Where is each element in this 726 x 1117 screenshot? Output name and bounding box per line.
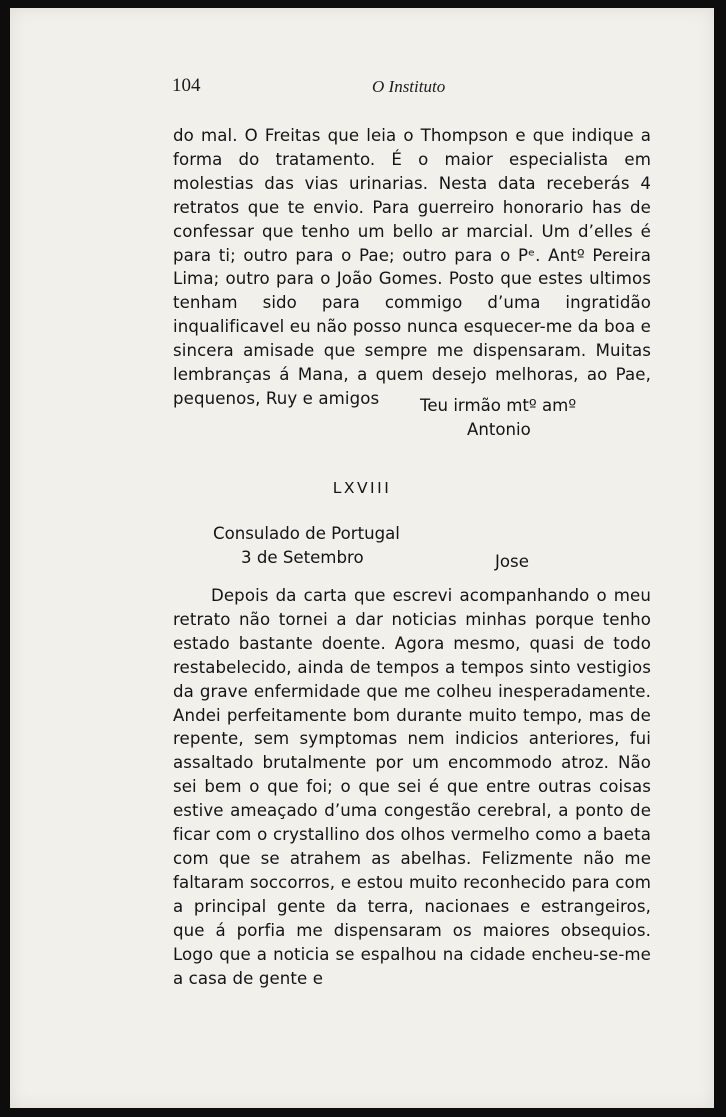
letter-closing bbox=[420, 394, 576, 441]
page-header bbox=[10, 70, 714, 100]
closing-salutation: Teu irmão mtº amº bbox=[420, 396, 577, 415]
book-page bbox=[10, 8, 714, 1108]
letter-date: 3 de Setembro bbox=[241, 548, 364, 567]
letter-place: Consulado de Portugal bbox=[213, 524, 400, 543]
letter-body: Depois da carta que escrevi acompanhando o meu retrato não tornei a dar noticias minhas porque tenho estado bastante doente. Agora mesmo, quasi de todo restabelecido, ainda de tempos a tempos sinto vestigios da grave enfermidade que me colheu inesperadamente. Andei perfeitamente bom durante muito tempo, mas de repente, sem symptomas nem indicios anteriores, fui assaltado brutalmente por um encommodo atroz. Não sei bem o que foi; o que sei é que entre outras coisas estive ameaçado d’uma congestão cerebral, a ponto de ficar com o crystallino dos olhos vermelho como a baeta com que se atrahem as abelhas. Felizmente não me faltaram soccorros, e estou muito reconhecido para com a principal gente da terra, nacionaes e estrangeiros, que á porfia me dispensaram os maiores obsequios. Logo que a noticia se espalhou na cidade encheu-se-me a casa de gente e bbox=[173, 586, 651, 988]
letter-number-heading: LXVIII bbox=[332, 479, 392, 497]
letter-body-continued: do mal. O Freitas que leia o Thompson e que indique a forma do tratamento. É o maior especialista em molestias das vias urinarias. Nesta data receberás 4 retratos que te envio. Para guerreiro honorario has de confessar que tenho um bello ar marcial. Um d’elles é para ti; outro para o Pae; outro para o Pᵉ. Antº Pereira Lima; outro para o João Gomes. Posto que estes ultimos tenham sido para commigo d’uma ingratidão inqualificavel eu não posso nunca esquecer-me da boa e sincera amisade que sempre me dispensaram. Muitas lembranças á Mana, a quem desejo melhoras, ao Pae, pequenos, Ruy e amigos bbox=[173, 126, 651, 408]
running-title: O Instituto bbox=[372, 77, 446, 96]
letter-recipient: Jose bbox=[495, 552, 529, 571]
page-number: 104 bbox=[172, 75, 201, 96]
signature: Antonio bbox=[467, 419, 531, 439]
